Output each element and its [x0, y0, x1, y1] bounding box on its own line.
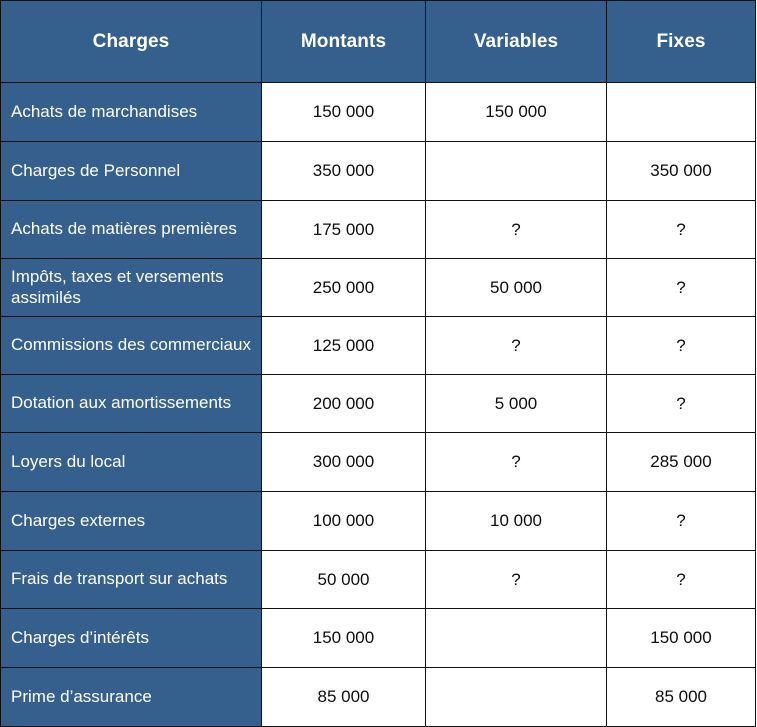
table-row: [1, 492, 756, 551]
cell-montants: 200 000: [262, 375, 426, 433]
cell-montants: 150 000: [262, 609, 426, 668]
cell-fixes: 150 000: [607, 609, 756, 668]
table-row: [1, 201, 756, 259]
cell-montants: 250 000: [262, 259, 426, 317]
cell-fixes: ?: [607, 551, 756, 609]
cell-montants: 175 000: [262, 201, 426, 259]
cell-charges: Achats de matières premières: [1, 201, 262, 259]
cell-variables: ?: [426, 201, 607, 259]
cell-charges: Achats de marchandises: [1, 83, 262, 142]
cell-charges: Loyers du local: [1, 433, 262, 492]
cell-variables: 5 000: [426, 375, 607, 433]
cell-fixes: ?: [607, 317, 756, 375]
cell-variables: [426, 142, 607, 201]
cell-fixes: 285 000: [607, 433, 756, 492]
cell-charges: Commissions des commerciaux: [1, 317, 262, 375]
cell-montants: 150 000: [262, 83, 426, 142]
cell-montants: 125 000: [262, 317, 426, 375]
table-row: [1, 83, 756, 142]
cell-variables: [426, 609, 607, 668]
table-row: [1, 609, 756, 668]
cell-fixes: [607, 83, 756, 142]
column-header-variables: Variables: [426, 1, 607, 83]
header-row: [1, 1, 756, 83]
cell-variables: ?: [426, 433, 607, 492]
cell-variables: ?: [426, 317, 607, 375]
table-row: [1, 317, 756, 375]
column-header-charges: Charges: [1, 1, 262, 83]
table-row: [1, 551, 756, 609]
cell-montants: 100 000: [262, 492, 426, 551]
cell-fixes: 85 000: [607, 668, 756, 727]
table-row: [1, 433, 756, 492]
cell-variables: 10 000: [426, 492, 607, 551]
cell-fixes: ?: [607, 201, 756, 259]
cell-variables: 150 000: [426, 83, 607, 142]
table-header: [1, 1, 756, 83]
cell-montants: 350 000: [262, 142, 426, 201]
cell-fixes: ?: [607, 259, 756, 317]
cell-charges: Impôts, taxes et versements assimilés: [1, 259, 262, 317]
cell-montants: 300 000: [262, 433, 426, 492]
table-body: [1, 83, 756, 727]
cell-charges: Dotation aux amortissements: [1, 375, 262, 433]
table-row: [1, 142, 756, 201]
cell-fixes: ?: [607, 375, 756, 433]
cell-charges: Frais de transport sur achats: [1, 551, 262, 609]
table-row: [1, 375, 756, 433]
cell-charges: Charges externes: [1, 492, 262, 551]
cell-variables: [426, 668, 607, 727]
cell-fixes: ?: [607, 492, 756, 551]
cell-montants: 50 000: [262, 551, 426, 609]
cell-charges: Charges d’intérêts: [1, 609, 262, 668]
cell-montants: 85 000: [262, 668, 426, 727]
cell-variables: ?: [426, 551, 607, 609]
cell-charges: Prime d’assurance: [1, 668, 262, 727]
cell-variables: 50 000: [426, 259, 607, 317]
column-header-fixes: Fixes: [607, 1, 756, 83]
cell-fixes: 350 000: [607, 142, 756, 201]
table-row: [1, 259, 756, 317]
table-row: [1, 668, 756, 727]
column-header-montants: Montants: [262, 1, 426, 83]
cell-charges: Charges de Personnel: [1, 142, 262, 201]
